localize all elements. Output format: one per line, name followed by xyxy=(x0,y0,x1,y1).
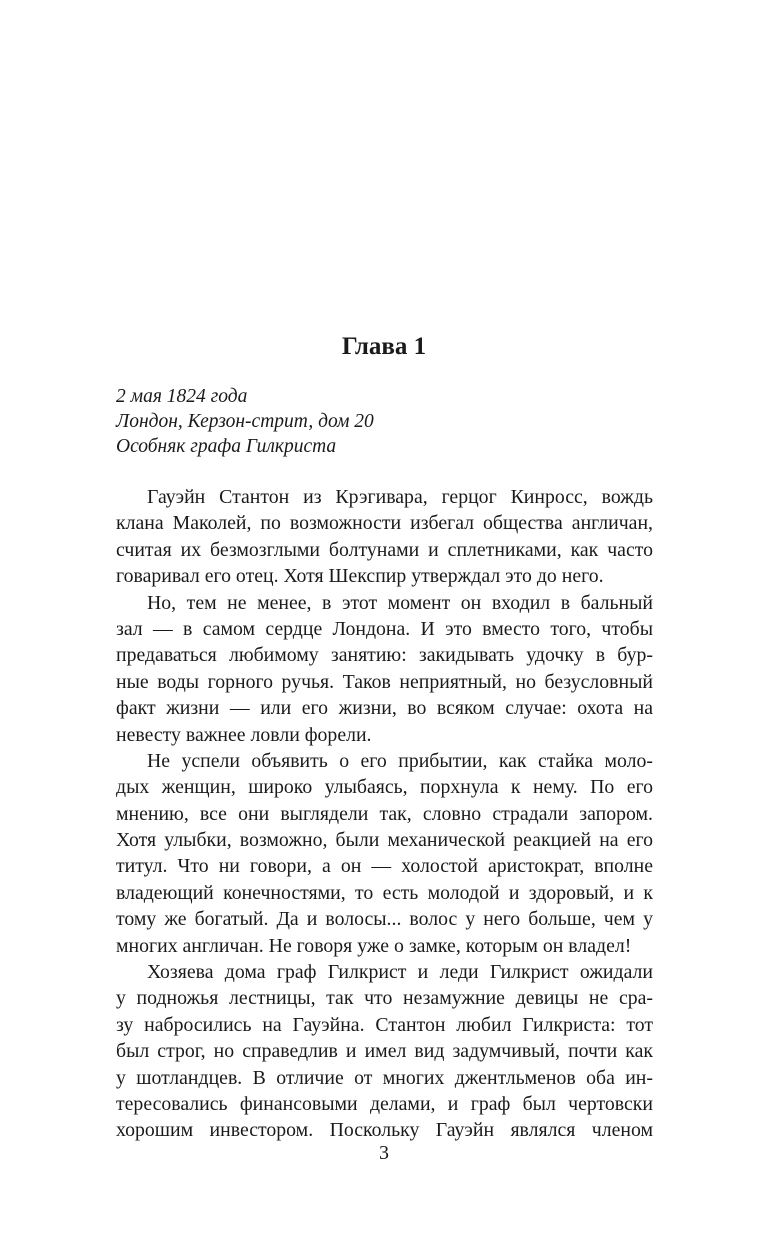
epigraph-address: Лондон, Керзон-стрит, дом 20 xyxy=(116,411,374,432)
epigraph-place: Особняк графа Гилкриста xyxy=(116,436,337,457)
text-line: тому же богатый. Да и волосы... волос у него больше, чем у xyxy=(116,908,653,931)
text-line: Хотя улыбки, возможно, были механической реакцией на его xyxy=(116,829,653,852)
text-line: Гауэйн Стантон из Крэгивара, герцог Кинросс, вождь xyxy=(147,486,653,508)
text-line: хорошим инвестором. Поскольку Гауэйн являлся членом xyxy=(116,1119,653,1142)
text-line: клана Маколей, по возможности избегал общества англичан, xyxy=(116,512,653,535)
text-line: факт жизни — или его жизни, во всяком случае: охота на xyxy=(116,697,653,720)
text-line: у подножья лестницы, так что незамужние девицы не сра- xyxy=(116,987,653,1010)
paragraph xyxy=(116,590,653,748)
epigraph-date: 2 мая 1824 года xyxy=(116,386,248,407)
epigraph xyxy=(116,384,656,459)
text-line: невесту важнее ловли форели. xyxy=(116,723,372,746)
text-line: зал — в самом сердце Лондона. И это вместо того, чтобы xyxy=(116,617,653,640)
paragraph xyxy=(116,748,653,959)
text-line: предаваться любимому занятию: закидывать удочку в бур- xyxy=(116,644,653,667)
text-line: владеющий конечностями, то есть молодой и здоровый, и к xyxy=(116,881,653,904)
text-line: был строг, но справедлив и имел вид задумчивый, почти как xyxy=(116,1040,653,1063)
page-number: 3 xyxy=(379,1142,389,1164)
chapter-title: Глава 1 xyxy=(341,333,427,360)
text-line: ные воды горного ручья. Таков неприятный, но безусловный xyxy=(116,670,653,693)
text-line: мнению, все они выглядели так, словно страдали запором. xyxy=(116,802,653,825)
body-text xyxy=(116,484,653,1144)
text-line: многих англичан. Не говоря уже о замке, которым он владел! xyxy=(116,934,632,957)
text-line: Но, тем не менее, в этот момент он входил в бальный xyxy=(147,591,653,614)
paragraph xyxy=(116,484,653,590)
text-line: дых женщин, широко улыбаясь, порхнула к нему. По его xyxy=(116,776,653,799)
text-line: зу набросились на Гауэйна. Стантон любил Гилкриста: тот xyxy=(116,1013,653,1036)
text-line: Не успели объявить о его прибытии, как стайка моло- xyxy=(147,749,653,772)
text-line: говаривал его отец. Хотя Шекспир утверждал это до него. xyxy=(116,565,604,588)
text-line: тересовались финансовыми делами, и граф был чертовски xyxy=(116,1092,653,1115)
paragraph xyxy=(116,959,653,1144)
text-line: Хозяева дома граф Гилкрист и леди Гилкрист ожидали xyxy=(147,961,653,984)
text-line: у шотландцев. В отличие от многих джентльменов оба ин- xyxy=(116,1066,653,1089)
text-line: считая их безмозглыми болтунами и сплетниками, как часто xyxy=(116,538,653,561)
text-line: титул. Что ни говори, а он — холостой аристократ, вполне xyxy=(116,855,653,878)
